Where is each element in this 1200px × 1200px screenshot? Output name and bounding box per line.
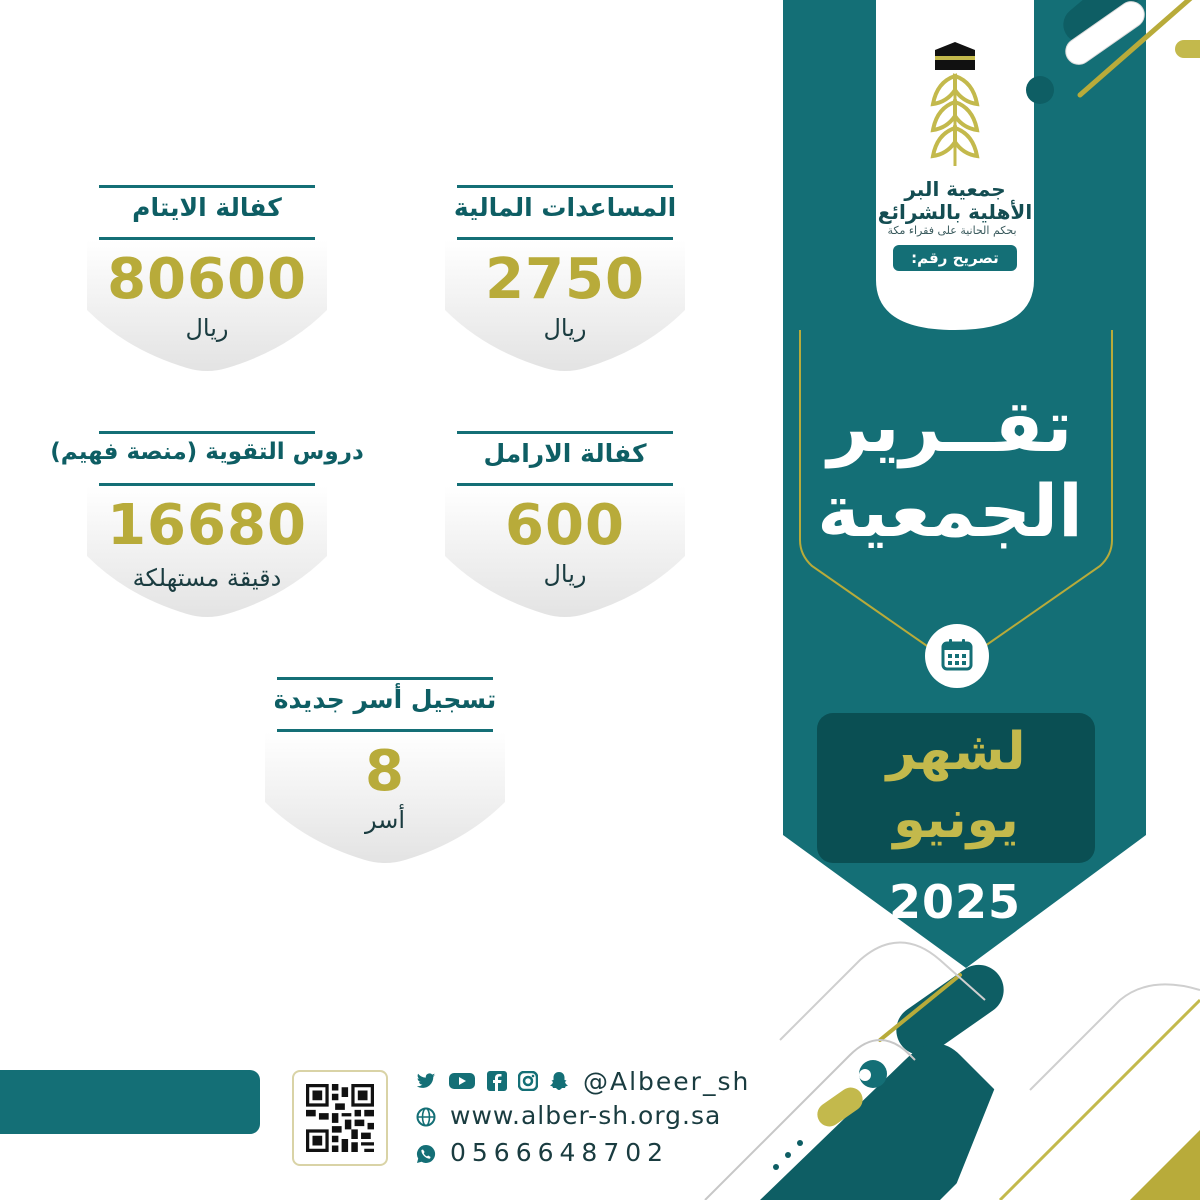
stat-value: 2750 [485, 247, 645, 312]
qr-code[interactable] [292, 1070, 388, 1166]
stat-card-financial-aid [445, 185, 685, 375]
calendar-icon [941, 638, 973, 672]
report-year: 2025 [888, 875, 1022, 929]
calendar-badge [925, 624, 989, 688]
org-name-line1: جمعية البر [904, 177, 1006, 201]
report-title-line2: الجمعية [817, 469, 1083, 553]
stat-unit: ريال [185, 314, 229, 342]
stat-card-orphan-sponsorship [87, 185, 327, 375]
snapchat-icon[interactable] [549, 1071, 569, 1091]
youtube-icon[interactable] [449, 1071, 475, 1091]
phone-number[interactable]: 0566648702 [450, 1138, 670, 1167]
org-tagline: بحكم الحانية على فقراء مكة [887, 224, 1017, 237]
month-label: لشهر [886, 722, 1026, 782]
facebook-icon[interactable] [487, 1071, 507, 1091]
stat-label: المساعدات المالية [453, 193, 677, 222]
social-handle[interactable]: @Albeer_sh [583, 1067, 751, 1096]
qr-code-icon [306, 1084, 374, 1152]
stat-unit: ريال [543, 314, 587, 342]
stat-value: 16680 [107, 493, 307, 558]
whatsapp-icon [416, 1144, 436, 1164]
stat-label: تسجيل أسر جديدة [273, 685, 497, 714]
stat-card-new-families [265, 677, 505, 867]
logo-kaaba-icon [925, 42, 985, 167]
footer-bar [0, 1070, 260, 1134]
stat-label: دروس التقوية (منصة فهيم) [50, 439, 364, 465]
stat-value: 600 [505, 493, 625, 558]
stat-card-tutoring-lessons [50, 431, 364, 621]
month-name: يونيو [893, 790, 1019, 850]
stat-label: كفالة الارامل [483, 439, 647, 468]
website-link[interactable]: www.alber-sh.org.sa [450, 1101, 722, 1130]
permit-badge: تصريح رقم: 702 [893, 245, 1017, 271]
stat-label: كفالة الايتام [132, 193, 282, 222]
instagram-icon[interactable] [518, 1071, 538, 1091]
twitter-icon[interactable] [416, 1071, 436, 1091]
stat-unit: ريال [543, 560, 587, 588]
stat-unit: أسر [364, 806, 406, 834]
stat-card-widow-sponsorship [445, 431, 685, 621]
stat-unit: دقيقة مستهلكة [132, 564, 282, 592]
report-title-line1: تقــرير [827, 384, 1073, 468]
org-name-line2: الأهلية بالشرائع [877, 200, 1033, 224]
social-icons [416, 1071, 576, 1093]
stat-value: 8 [365, 739, 405, 804]
globe-icon [416, 1107, 436, 1127]
stat-value: 80600 [107, 247, 307, 312]
